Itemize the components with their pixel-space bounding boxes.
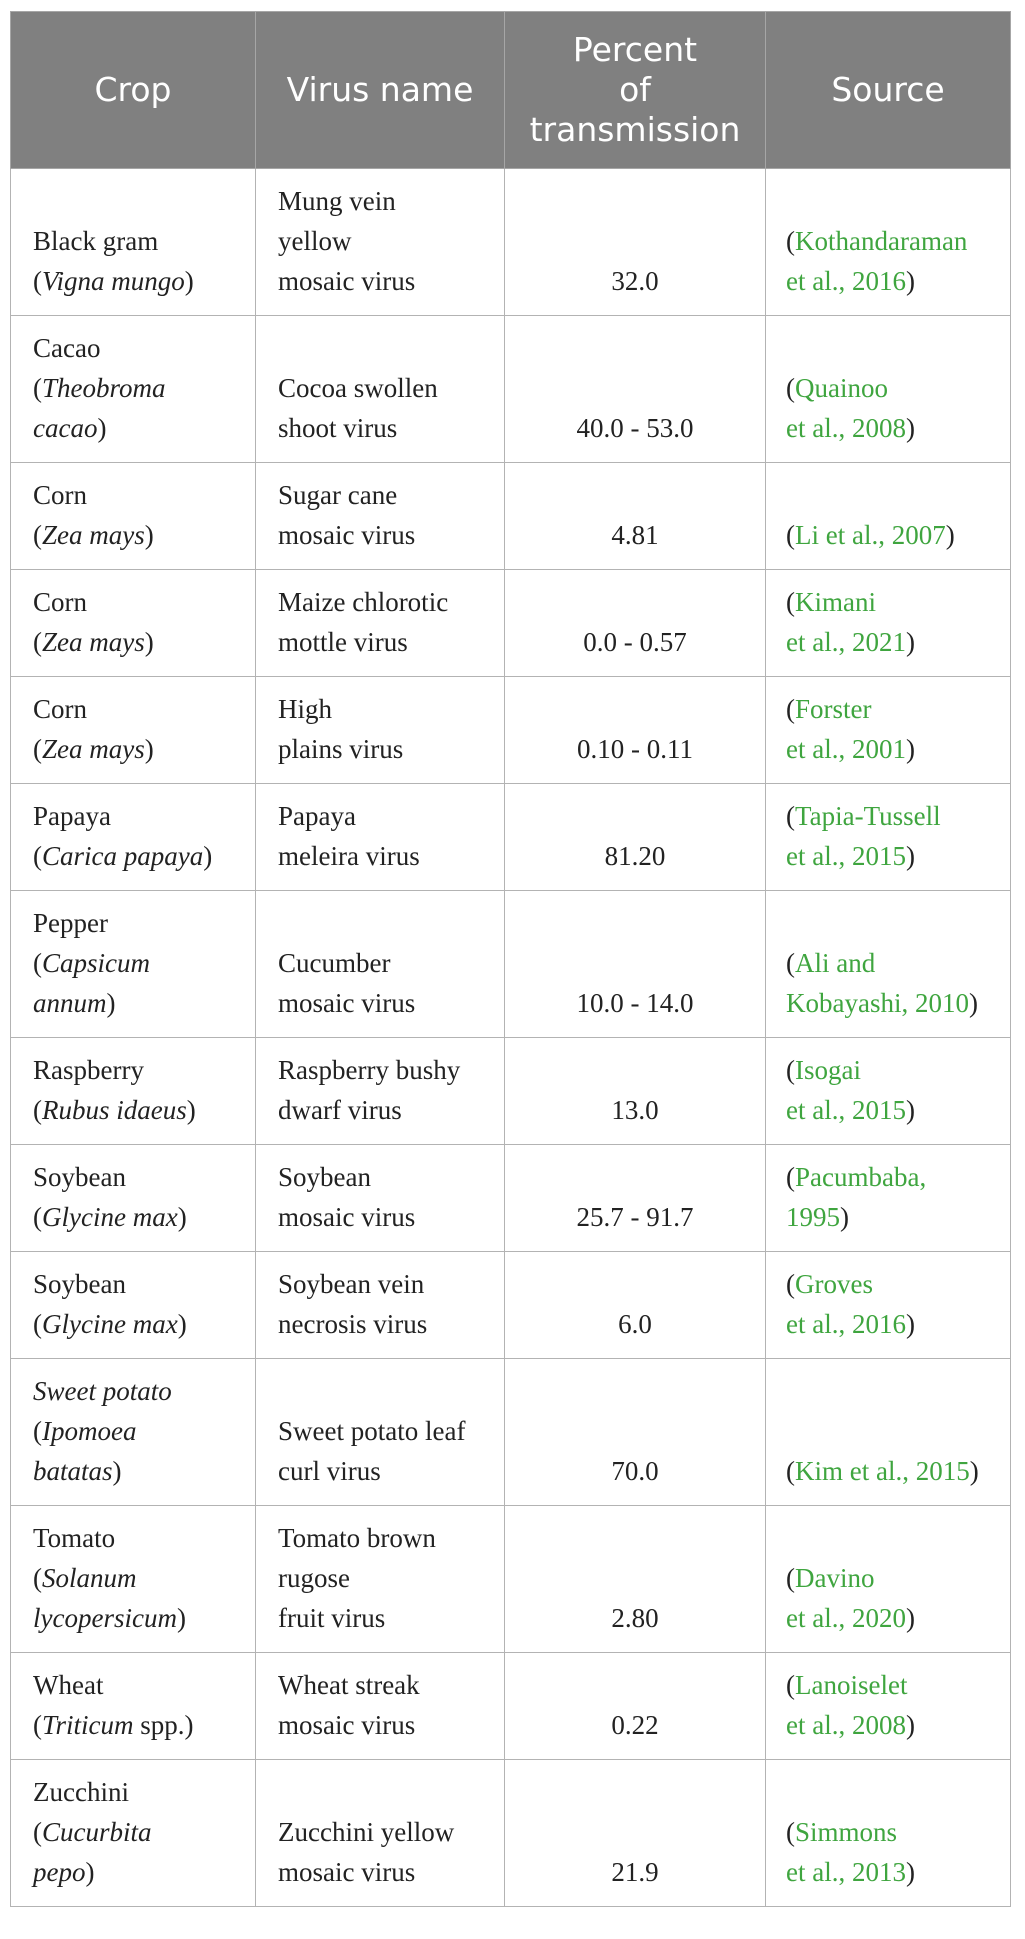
crop-scientific-line: (Triticum spp.) [33, 1710, 194, 1740]
table-row [11, 1359, 1011, 1506]
citation-link[interactable]: et al., 2021 [786, 627, 906, 657]
citation-link[interactable]: Lanoiselet [795, 1670, 908, 1700]
crop-scientific-name: pepo [33, 1857, 86, 1887]
virus-name-line: Soybean vein [278, 1269, 425, 1299]
citation-link[interactable]: Ali and [795, 948, 876, 978]
crop-common-name: Wheat [33, 1670, 104, 1700]
crop-common-name: Corn [33, 587, 87, 617]
crop-common-name: Black gram [33, 226, 159, 256]
crop-cell [11, 1145, 256, 1252]
crop-scientific-line: annum) [33, 988, 116, 1018]
virus-name-line: shoot virus [278, 413, 398, 443]
percent-transmission-cell: 0.0 - 0.57 [505, 570, 766, 677]
crop-cell [11, 1760, 256, 1907]
virus-name-cell [256, 1760, 505, 1907]
crop-cell [11, 1506, 256, 1653]
source-line: 1995) [786, 1202, 849, 1232]
source-line: (Tapia-Tussell [786, 801, 941, 831]
source-line: (Forster [786, 694, 872, 724]
crop-common-name: Corn [33, 694, 87, 724]
virus-name-line: dwarf virus [278, 1095, 402, 1125]
citation-link[interactable]: 1995 [786, 1202, 840, 1232]
source-line: et al., 2021) [786, 627, 915, 657]
crop-common-name: Sweet potato [33, 1376, 172, 1406]
percent-transmission-cell: 40.0 - 53.0 [505, 316, 766, 463]
crop-scientific-line: (Rubus idaeus) [33, 1095, 196, 1125]
citation-link[interactable]: et al., 2001 [786, 734, 906, 764]
source-line: (Lanoiselet [786, 1670, 908, 1700]
source-cell [766, 1506, 1011, 1653]
virus-name-cell [256, 316, 505, 463]
citation-link[interactable]: Forster [795, 694, 872, 724]
source-line: et al., 2016) [786, 1309, 915, 1339]
percent-transmission-cell: 6.0 [505, 1252, 766, 1359]
header-crop: Crop [11, 12, 256, 169]
virus-name-cell [256, 677, 505, 784]
crop-scientific-line: (Zea mays) [33, 627, 154, 657]
virus-name-line: High [278, 694, 332, 724]
virus-name-line: Cucumber [278, 948, 391, 978]
crop-scientific-name: Theobroma [42, 373, 166, 403]
crop-common-name: Zucchini [33, 1777, 129, 1807]
percent-transmission-cell: 70.0 [505, 1359, 766, 1506]
source-cell [766, 677, 1011, 784]
crop-common-name: Raspberry [33, 1055, 144, 1085]
source-cell [766, 1038, 1011, 1145]
citation-link[interactable]: et al., 2008 [786, 413, 906, 443]
table-row [11, 1038, 1011, 1145]
source-line: et al., 2013) [786, 1857, 915, 1887]
crop-common-name: Papaya [33, 801, 111, 831]
source-cell [766, 1760, 1011, 1907]
source-line: (Isogai [786, 1055, 861, 1085]
virus-name-cell [256, 1653, 505, 1760]
crop-cell [11, 1359, 256, 1506]
crop-scientific-name: Rubus idaeus [42, 1095, 187, 1125]
table-row [11, 677, 1011, 784]
citation-link[interactable]: et al., 2020 [786, 1603, 906, 1633]
crop-scientific-name: batatas [33, 1456, 113, 1486]
virus-name-cell [256, 570, 505, 677]
source-line: (Simmons [786, 1817, 898, 1847]
citation-link[interactable]: et al., 2015 [786, 1095, 906, 1125]
table-row [11, 891, 1011, 1038]
source-cell [766, 463, 1011, 570]
citation-link[interactable]: Kobayashi, 2010 [786, 988, 969, 1018]
crop-cell [11, 316, 256, 463]
table-row [11, 784, 1011, 891]
citation-link[interactable]: Isogai [795, 1055, 861, 1085]
table-row [11, 1252, 1011, 1359]
citation-link[interactable]: Simmons [795, 1817, 898, 1847]
header-virus-name: Virus name [256, 12, 505, 169]
crop-scientific-line: (Vigna mungo) [33, 266, 194, 296]
source-line: Kobayashi, 2010) [786, 988, 978, 1018]
header-percent-line2: of [619, 70, 651, 109]
crop-cell [11, 1252, 256, 1359]
source-cell [766, 1145, 1011, 1252]
crop-scientific-name: Zea mays [42, 520, 145, 550]
header-percent-line3: transmission [529, 110, 741, 149]
crop-scientific-name: lycopersicum [33, 1603, 177, 1633]
virus-name-cell [256, 1506, 505, 1653]
source-line: et al., 2015) [786, 841, 915, 871]
virus-name-line: mosaic virus [278, 1202, 416, 1232]
source-line: (Quainoo [786, 373, 888, 403]
percent-transmission-cell: 13.0 [505, 1038, 766, 1145]
source-cell [766, 891, 1011, 1038]
source-line: et al., 2015) [786, 1095, 915, 1125]
virus-name-line: Cocoa swollen [278, 373, 438, 403]
source-cell [766, 1252, 1011, 1359]
source-cell [766, 1359, 1011, 1506]
crop-scientific-line: (Theobroma [33, 373, 166, 403]
virus-name-line: Sugar cane [278, 480, 398, 510]
source-line: et al., 2008) [786, 413, 915, 443]
header-percent-transmission [505, 12, 766, 169]
source-line: et al., 2008) [786, 1710, 915, 1740]
percent-transmission-cell: 10.0 - 14.0 [505, 891, 766, 1038]
crop-scientific-suffix: spp. [133, 1710, 185, 1740]
crop-common-name: Pepper [33, 908, 108, 938]
virus-name-line: Zucchini yellow [278, 1817, 455, 1847]
crop-common-name: Soybean [33, 1269, 126, 1299]
crop-scientific-line: (Capsicum [33, 948, 150, 978]
virus-name-line: Sweet potato leaf [278, 1416, 466, 1446]
citation-link[interactable]: et al., 2016 [786, 1309, 906, 1339]
citation-link[interactable]: Li et al., 2007 [795, 520, 946, 550]
virus-name-line: Soybean [278, 1162, 371, 1192]
citation-link[interactable]: Groves [795, 1269, 873, 1299]
crop-scientific-name: cacao [33, 413, 98, 443]
crop-scientific-line: (Cucurbita [33, 1817, 152, 1847]
virus-name-line: Tomato brown [278, 1523, 436, 1553]
crop-cell [11, 1038, 256, 1145]
virus-name-line: Raspberry bushy [278, 1055, 461, 1085]
virus-name-line: mosaic virus [278, 1857, 416, 1887]
virus-name-cell [256, 463, 505, 570]
crop-scientific-line: (Carica papaya) [33, 841, 213, 871]
crop-scientific-name: Solanum [42, 1563, 137, 1593]
citation-link[interactable]: Kimani [795, 587, 876, 617]
virus-name-line: Wheat streak [278, 1670, 420, 1700]
virus-name-line: Maize chlorotic [278, 587, 449, 617]
table-row [11, 463, 1011, 570]
source-line: (Li et al., 2007) [786, 520, 955, 550]
citation-link[interactable]: Quainoo [795, 373, 888, 403]
source-line: (Kothandaraman [786, 226, 968, 256]
virus-name-line: Mung vein [278, 186, 396, 216]
virus-name-line: necrosis virus [278, 1309, 428, 1339]
percent-transmission-cell: 21.9 [505, 1760, 766, 1907]
crop-scientific-name: Zea mays [42, 734, 145, 764]
citation-link[interactable]: Davino [795, 1563, 875, 1593]
source-cell [766, 169, 1011, 316]
percent-transmission-cell: 0.22 [505, 1653, 766, 1760]
crop-cell [11, 677, 256, 784]
header-source: Source [766, 12, 1011, 169]
crop-scientific-line: (Glycine max) [33, 1202, 187, 1232]
citation-link[interactable]: et al., 2008 [786, 1710, 906, 1740]
virus-name-line: Papaya [278, 801, 356, 831]
crop-scientific-name: Cucurbita [42, 1817, 152, 1847]
crop-common-name: Tomato [33, 1523, 116, 1553]
crop-common-name: Soybean [33, 1162, 126, 1192]
virus-name-line: mosaic virus [278, 266, 416, 296]
crop-cell [11, 463, 256, 570]
table-body [11, 169, 1011, 1907]
virus-name-cell [256, 784, 505, 891]
crop-scientific-name: Vigna mungo [42, 266, 185, 296]
percent-transmission-cell: 32.0 [505, 169, 766, 316]
source-line: et al., 2001) [786, 734, 915, 764]
crop-common-name: Cacao [33, 333, 101, 363]
crop-cell [11, 784, 256, 891]
table-row [11, 169, 1011, 316]
source-cell [766, 784, 1011, 891]
percent-transmission-cell: 81.20 [505, 784, 766, 891]
source-line: (Davino [786, 1563, 875, 1593]
source-line: (Kim et al., 2015) [786, 1456, 979, 1486]
virus-name-cell [256, 1145, 505, 1252]
citation-link[interactable]: et al., 2016 [786, 266, 906, 296]
percent-transmission-cell: 0.10 - 0.11 [505, 677, 766, 784]
table-row [11, 1506, 1011, 1653]
crop-common-name: Corn [33, 480, 87, 510]
source-line: (Groves [786, 1269, 873, 1299]
header-row [11, 12, 1011, 169]
crop-cell [11, 891, 256, 1038]
citation-link[interactable]: Tapia-Tussell [795, 801, 941, 831]
virus-name-line: rugose [278, 1563, 350, 1593]
virus-name-cell [256, 1252, 505, 1359]
seed-transmission-table [10, 11, 1011, 1907]
crop-scientific-name: Triticum [42, 1710, 134, 1740]
virus-name-line: fruit virus [278, 1603, 386, 1633]
source-line: (Kimani [786, 587, 876, 617]
virus-name-cell [256, 891, 505, 1038]
table-row [11, 1653, 1011, 1760]
crop-scientific-name: Glycine max [42, 1202, 178, 1232]
percent-transmission-cell: 2.80 [505, 1506, 766, 1653]
virus-name-cell [256, 169, 505, 316]
crop-scientific-line: (Solanum [33, 1563, 137, 1593]
table-header [11, 12, 1011, 169]
crop-cell [11, 169, 256, 316]
virus-name-line: mosaic virus [278, 520, 416, 550]
virus-name-cell [256, 1038, 505, 1145]
table-row [11, 1145, 1011, 1252]
table-row [11, 316, 1011, 463]
source-line: (Pacumbaba, [786, 1162, 927, 1192]
source-line: et al., 2020) [786, 1603, 915, 1633]
source-cell [766, 316, 1011, 463]
crop-scientific-name: Glycine max [42, 1309, 178, 1339]
virus-name-line: mosaic virus [278, 1710, 416, 1740]
citation-link[interactable]: et al., 2015 [786, 841, 906, 871]
citation-link[interactable]: Kim et al., 2015 [795, 1456, 970, 1486]
crop-cell [11, 1653, 256, 1760]
crop-scientific-name: Capsicum [42, 948, 150, 978]
crop-scientific-name: annum [33, 988, 107, 1018]
virus-name-line: curl virus [278, 1456, 381, 1486]
crop-scientific-line: lycopersicum) [33, 1603, 186, 1633]
crop-scientific-name: Ipomoea [42, 1416, 137, 1446]
percent-transmission-cell: 4.81 [505, 463, 766, 570]
crop-scientific-name: Zea mays [42, 627, 145, 657]
citation-link[interactable]: et al., 2013 [786, 1857, 906, 1887]
crop-scientific-line: (Zea mays) [33, 734, 154, 764]
crop-scientific-name: Carica papaya [42, 841, 204, 871]
header-percent-line1: Percent [572, 30, 698, 69]
crop-cell [11, 570, 256, 677]
percent-transmission-cell: 25.7 - 91.7 [505, 1145, 766, 1252]
virus-name-line: plains virus [278, 734, 404, 764]
crop-scientific-line: (Zea mays) [33, 520, 154, 550]
table-row [11, 1760, 1011, 1907]
source-line: (Ali and [786, 948, 876, 978]
virus-name-line: mottle virus [278, 627, 408, 657]
source-line: et al., 2016) [786, 266, 915, 296]
citation-link[interactable]: Pacumbaba, [795, 1162, 927, 1192]
virus-name-line: yellow [278, 226, 352, 256]
crop-scientific-line: batatas) [33, 1456, 122, 1486]
crop-scientific-line: (Glycine max) [33, 1309, 187, 1339]
citation-link[interactable]: Kothandaraman [795, 226, 968, 256]
crop-scientific-line: pepo) [33, 1857, 95, 1887]
virus-name-line: mosaic virus [278, 988, 416, 1018]
transmission-table-container [10, 11, 1010, 1907]
table-row [11, 570, 1011, 677]
virus-name-line: meleira virus [278, 841, 420, 871]
source-cell [766, 1653, 1011, 1760]
crop-scientific-line: cacao) [33, 413, 107, 443]
source-cell [766, 570, 1011, 677]
virus-name-cell [256, 1359, 505, 1506]
crop-scientific-line: (Ipomoea [33, 1416, 137, 1446]
